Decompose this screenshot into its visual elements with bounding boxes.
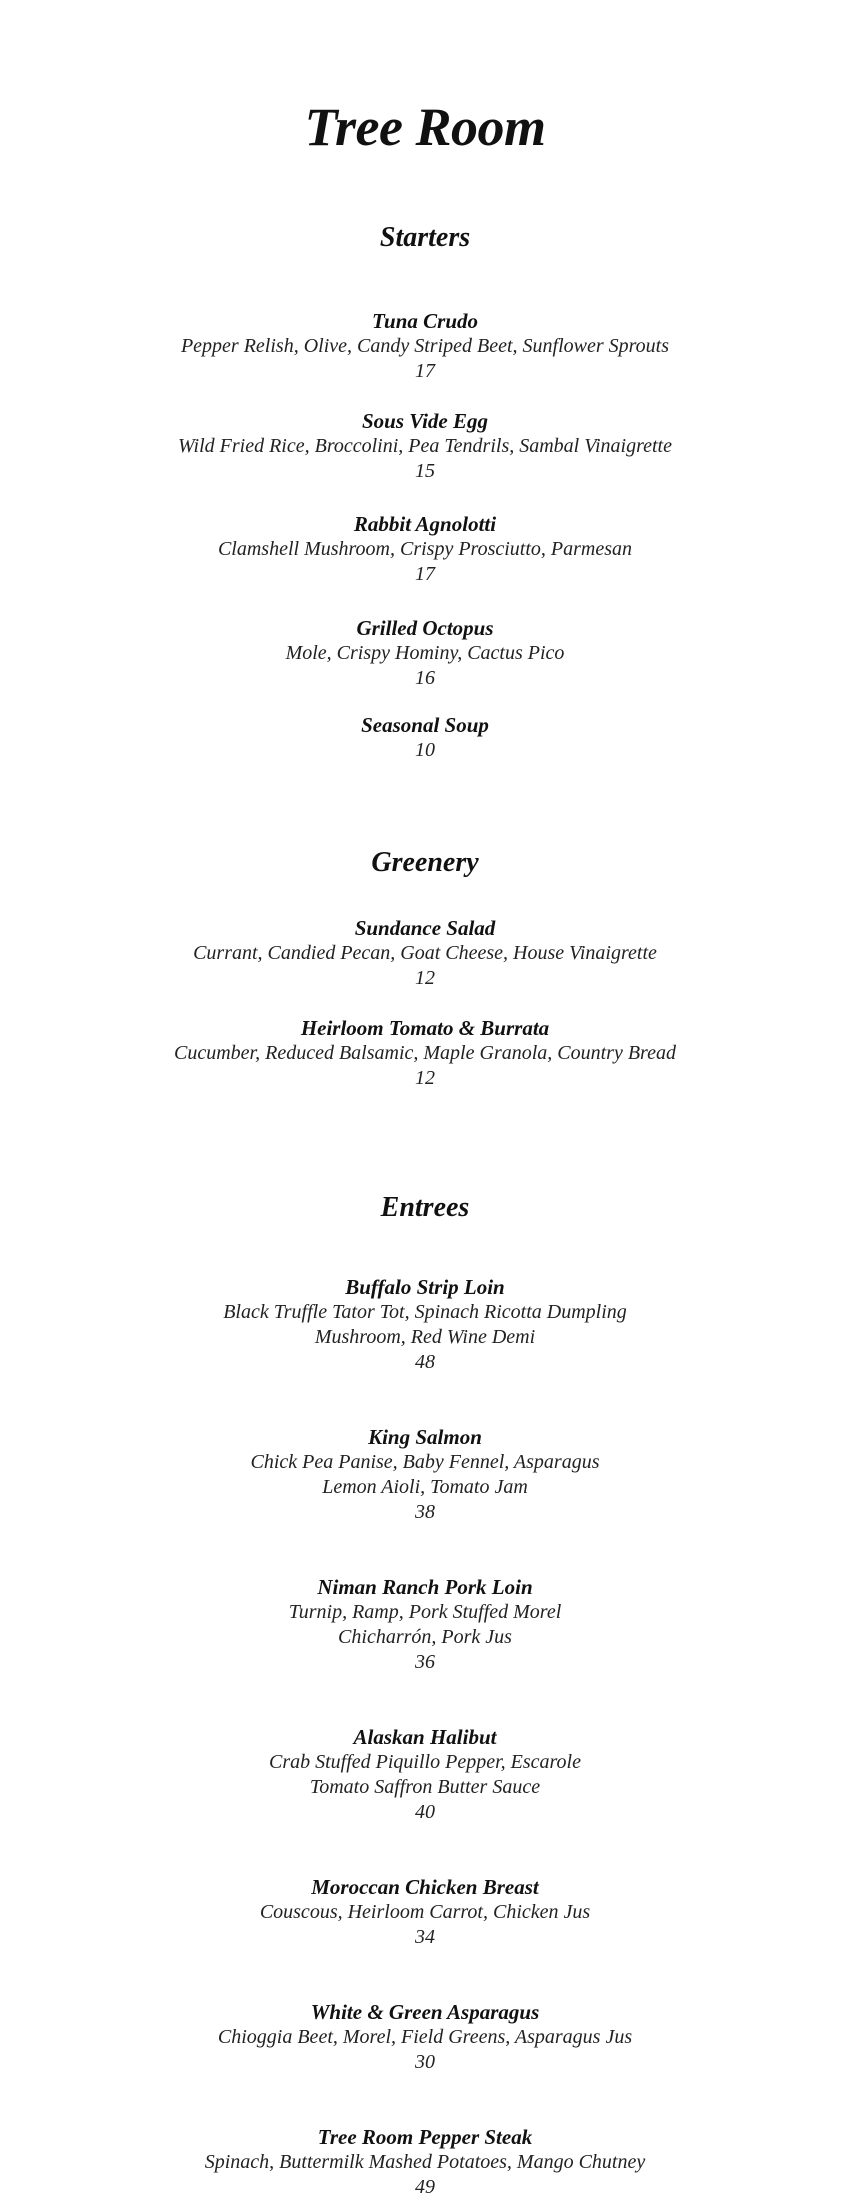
item-name: Rabbit Agnolotti bbox=[353, 512, 497, 536]
item-name: Seasonal Soup bbox=[361, 713, 489, 737]
item-price: 40 bbox=[415, 1801, 435, 1823]
item-price: 17 bbox=[415, 360, 435, 382]
item-price: 30 bbox=[415, 2051, 435, 2073]
item-price: 12 bbox=[415, 967, 435, 989]
item-name: King Salmon bbox=[368, 1425, 482, 1449]
item-description: Black Truffle Tator Tot, Spinach Ricotta Dumpling bbox=[223, 1301, 627, 1323]
menu-title: Tree Room bbox=[304, 97, 546, 157]
menu-item-grilled-octopus bbox=[0, 616, 850, 691]
menu-item-rabbit-agnolotti bbox=[0, 512, 850, 587]
item-price: 17 bbox=[415, 563, 435, 585]
menu-item-moroccan-chicken-breast bbox=[0, 1875, 850, 1950]
menu-item-niman-ranch-pork-loin bbox=[0, 1575, 850, 1675]
item-description: Clamshell Mushroom, Crispy Prosciutto, Parmesan bbox=[217, 538, 633, 560]
section-heading-greenery: Greenery bbox=[371, 847, 479, 878]
section-heading-entrees: Entrees bbox=[380, 1192, 470, 1223]
menu-item-buffalo-strip-loin bbox=[0, 1275, 850, 1375]
item-price: 38 bbox=[415, 1501, 435, 1523]
item-description: Chioggia Beet, Morel, Field Greens, Asparagus Jus bbox=[217, 2026, 633, 2048]
item-name: Moroccan Chicken Breast bbox=[311, 1875, 539, 1899]
menu-item-tuna-crudo bbox=[0, 309, 850, 384]
section-heading-starters: Starters bbox=[379, 222, 471, 253]
item-description: Spinach, Buttermilk Mashed Potatoes, Mango Chutney bbox=[204, 2151, 646, 2173]
item-description: Crab Stuffed Piquillo Pepper, Escarole bbox=[268, 1751, 581, 1773]
item-name: Buffalo Strip Loin bbox=[345, 1275, 505, 1299]
item-name: Tuna Crudo bbox=[371, 309, 478, 333]
item-price: 34 bbox=[415, 1926, 435, 1948]
menu-item-alaskan-halibut bbox=[0, 1725, 850, 1825]
item-description: Currant, Candied Pecan, Goat Cheese, House Vinaigrette bbox=[193, 942, 657, 964]
item-name: Heirloom Tomato & Burrata bbox=[300, 1016, 550, 1040]
item-name: Sundance Salad bbox=[354, 916, 496, 940]
item-description: Mushroom, Red Wine Demi bbox=[314, 1326, 536, 1348]
menu-item-heirloom-tomato-burrata bbox=[0, 1016, 850, 1091]
menu-item-sundance-salad bbox=[0, 916, 850, 991]
menu-item-sous-vide-egg bbox=[0, 409, 850, 484]
item-price: 16 bbox=[415, 667, 435, 689]
item-name: White & Green Asparagus bbox=[310, 2000, 540, 2024]
item-description: Tomato Saffron Butter Sauce bbox=[309, 1776, 541, 1798]
menu-item-seasonal-soup bbox=[0, 713, 850, 763]
item-price: 10 bbox=[415, 739, 435, 761]
item-description: Turnip, Ramp, Pork Stuffed Morel bbox=[288, 1601, 562, 1623]
menu-item-tree-room-pepper-steak bbox=[0, 2125, 850, 2200]
item-description: Lemon Aioli, Tomato Jam bbox=[322, 1476, 528, 1498]
menu-item-king-salmon bbox=[0, 1425, 850, 1525]
item-description: Chicharrón, Pork Jus bbox=[338, 1626, 512, 1648]
item-name: Tree Room Pepper Steak bbox=[317, 2125, 533, 2149]
item-price: 36 bbox=[415, 1651, 435, 1673]
item-description: Chick Pea Panise, Baby Fennel, Asparagus bbox=[250, 1451, 600, 1473]
item-description: Cucumber, Reduced Balsamic, Maple Granola, Country Bread bbox=[174, 1042, 676, 1064]
item-price: 12 bbox=[415, 1067, 435, 1089]
item-name: Sous Vide Egg bbox=[361, 409, 489, 433]
item-price: 49 bbox=[415, 2176, 435, 2198]
item-name: Grilled Octopus bbox=[356, 616, 494, 640]
item-name: Alaskan Halibut bbox=[353, 1725, 497, 1749]
item-price: 48 bbox=[415, 1351, 435, 1373]
item-description: Mole, Crispy Hominy, Cactus Pico bbox=[285, 642, 565, 664]
menu-item-white-green-asparagus bbox=[0, 2000, 850, 2075]
item-description: Wild Fried Rice, Broccolini, Pea Tendrils, Sambal Vinaigrette bbox=[177, 435, 672, 457]
item-name: Niman Ranch Pork Loin bbox=[317, 1575, 533, 1599]
item-price: 15 bbox=[415, 460, 435, 482]
item-description: Couscous, Heirloom Carrot, Chicken Jus bbox=[259, 1901, 591, 1923]
item-description: Pepper Relish, Olive, Candy Striped Beet, Sunflower Sprouts bbox=[180, 335, 670, 357]
